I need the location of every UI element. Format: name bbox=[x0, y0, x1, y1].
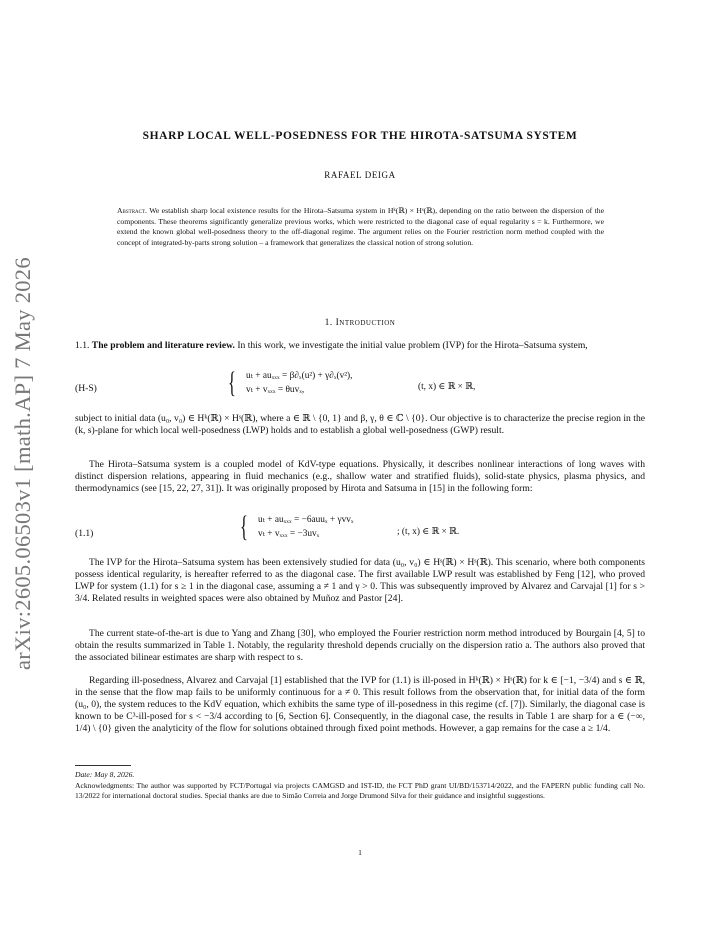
subsection-title: The problem and literature review. bbox=[91, 340, 235, 351]
paragraph-ill-posedness: Regarding ill-posedness, Alvarez and Carvajal [1] established that the IVP for (1.1) is ill-posed in Hᵏ(ℝ) × Hˢ(ℝ) for k ∈ [−1, −3/4) and s ∈ ℝ, in the sense that the flow map fails to be uniformly continuous for a ≠ 0. This result follows from the observation that, for initial data of the form (u₀, 0), the system reduces to the KdV equation, which exhibits the same type of ill-posedness in this regime (cf. [7]). Similarly, the diagonal case is known to be C³-ill-posed for s < −3/4 according to [6, Section 6]. Consequently, in the diagonal case, the results in Table 1 are sharp for a ∈ (−∞, 1/4) \ {0} given the analyticity of the flow for solutions obtained through fixed point methods. However, a gap remains for the case a ≥ 1/4. bbox=[75, 675, 645, 734]
paragraph-physics: The Hirota–Satsuma system is a coupled model of KdV-type equations. Physically, it describes nonlinear interactions of long waves with distinct dispersion relations, appearing in fluid mechanics (e.g., shallow water and stratified fluids), solid-state physics, plasma physics, and thermodynamics (see [15, 22, 27, 31]). It was originally proposed by Hirota and Satsuma in [15] in the following form: bbox=[75, 459, 645, 494]
equation-1-1 bbox=[258, 513, 354, 541]
footnote-acknowledgments: Acknowledgments: The author was supported by FCT/Portugal via projects CAMGSD and IST-ID, the FCT PhD grant UI/BD/153714/2022, and the FAPERN public funding call No. 13/2022 for international doctoral studies. Special thanks are due to Simão Correia and Jorge Drumond Silva for their guidance and insightful suggestions. bbox=[75, 781, 645, 801]
equation-label-1-1: (1.1) bbox=[75, 528, 94, 539]
equation-hs-domain: (t, x) ∈ ℝ × ℝ, bbox=[418, 382, 476, 392]
author-name: RAFAEL DEIGA bbox=[324, 170, 396, 180]
arxiv-side-stamp: arXiv:2605.06503v1 [math.AP] 7 May 2026 bbox=[10, 257, 35, 670]
equation-1-1-domain: ; (t, x) ∈ ℝ × ℝ. bbox=[397, 527, 460, 537]
footnote-date-text: Date: May 8, 2026. bbox=[75, 770, 135, 779]
abstract bbox=[117, 206, 604, 248]
equation-brace: { bbox=[228, 366, 236, 399]
paragraph-initial-data: subject to initial data (u₀, v₀) ∈ Hᵏ(ℝ) × Hˢ(ℝ), where a ∈ ℝ \ {0, 1} and β, γ, θ ∈ ℂ \ {0}. Our objective is to characterize the precise region in the (k, s)-plane for which local well-posedness (LWP) holds and to establish a global well-posedness (GWP) result. bbox=[75, 413, 645, 436]
equation-label-hs: (H-S) bbox=[75, 383, 97, 394]
abstract-text: We establish sharp local existence results for the Hirota–Satsuma system in Hᵏ(ℝ) × Hˢ(ℝ), depending on the ratio between the dispersion of the components. These theorems significantly generalize previous works, which were restricted to the diagonal case of equal regularity s = k. Furthermore, we extend the known global well-posedness theory to the off-diagonal regime. The argument relies on the Fourier restriction norm method coupled with the concept of integrated-by-parts strong solution – a framework that generalizes the classical notion of strong solution. bbox=[117, 206, 604, 247]
equation-hs-line1: uₜ + auₓₓₓ = β∂ₓ(u²) + γ∂ₓ(v²), bbox=[246, 371, 353, 381]
subsection-text: In this work, we investigate the initial value problem (IVP) for the Hirota–Satsuma system, bbox=[237, 340, 588, 351]
equation-brace: { bbox=[240, 510, 248, 543]
page-number: 1 bbox=[358, 848, 362, 857]
equation-1-1-line1: uₜ + auₓₓₓ = −6auuₓ + γvvₓ bbox=[258, 515, 354, 525]
equation-hs bbox=[246, 369, 352, 397]
subsection-paragraph bbox=[75, 340, 645, 352]
abstract-label: Abstract. bbox=[117, 206, 147, 215]
paper-title: SHARP LOCAL WELL-POSEDNESS FOR THE HIROTA-SATSUMA SYSTEM bbox=[142, 130, 578, 142]
section-title: Introduction bbox=[335, 318, 396, 328]
section-number: 1. bbox=[324, 318, 333, 328]
footnote-rule bbox=[75, 765, 131, 766]
paragraph-ivp: The IVP for the Hirota–Satsuma system has been extensively studied for data (u₀, v₀) ∈ Hˢ(ℝ) × Hˢ(ℝ). This scenario, where both components possess identical regularity, is hereafter referred to as the diagonal case. The first available LWP result was established by Feng [12], who proved LWP for system (1.1) for s ≥ 1 in the diagonal case, assuming a ≠ 1 and γ > 0. This was subsequently improved by Alvarez and Carvajal [1] for s > 3/4. Related results in weighted spaces were also obtained by Muñoz and Pastor [24]. bbox=[75, 557, 645, 604]
footnote-date bbox=[75, 770, 645, 780]
subsection-number: 1.1. bbox=[75, 340, 90, 351]
equation-hs-line2: vₜ + vₓₓₓ = θuvₓ, bbox=[246, 385, 305, 395]
paragraph-state-of-art: The current state-of-the-art is due to Yang and Zhang [30], who employed the Fourier restriction norm method introduced by Bourgain [4, 5] to obtain the results summarized in Table 1. Notably, the regularity threshold depends crucially on the dispersion ratio a. The authors also proved that the associated bilinear estimates are sharp with respect to s. bbox=[75, 628, 645, 663]
section-heading bbox=[0, 318, 720, 328]
equation-1-1-line2: vₜ + vₓₓₓ = −3uvₓ bbox=[258, 529, 320, 539]
